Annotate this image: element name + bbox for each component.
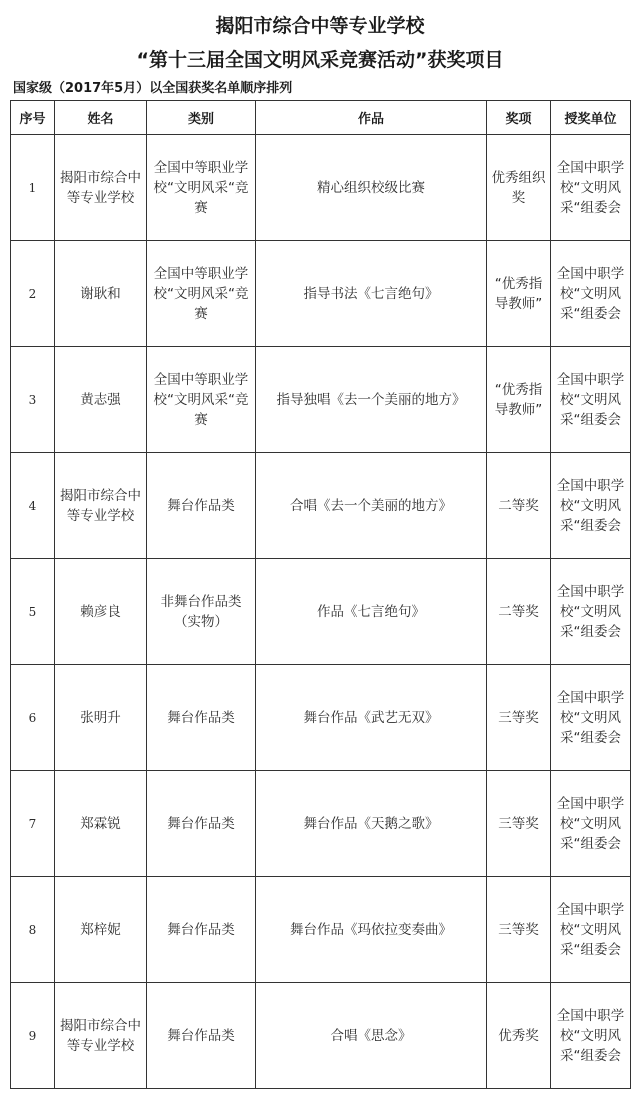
cell-work: 指导独唱《去一个美丽的地方》	[256, 347, 487, 453]
cell-org: 全国中职学校“文明风采“组委会	[551, 877, 631, 983]
cell-no: 5	[11, 559, 55, 665]
cell-name: 赖彦良	[55, 559, 147, 665]
cell-org: 全国中职学校“文明风采“组委会	[551, 453, 631, 559]
cell-no: 4	[11, 453, 55, 559]
cell-category: 全国中等职业学校“文明风采“竞赛	[147, 135, 256, 241]
cell-award: 三等奖	[487, 877, 551, 983]
cell-name: 揭阳市综合中等专业学校	[55, 135, 147, 241]
header-category: 类别	[147, 101, 256, 135]
cell-award: 优秀组织奖	[487, 135, 551, 241]
table-row	[11, 241, 631, 347]
header-work: 作品	[256, 101, 487, 135]
table-row	[11, 347, 631, 453]
cell-org: 全国中职学校“文明风采“组委会	[551, 241, 631, 347]
cell-no: 6	[11, 665, 55, 771]
cell-category: 舞台作品类	[147, 771, 256, 877]
table-row	[11, 877, 631, 983]
cell-category: 舞台作品类	[147, 983, 256, 1089]
cell-work: 舞台作品《玛依拉变奏曲》	[256, 877, 487, 983]
cell-award: 二等奖	[487, 453, 551, 559]
cell-org: 全国中职学校“文明风采“组委会	[551, 983, 631, 1089]
cell-name: 郑霖锐	[55, 771, 147, 877]
cell-no: 7	[11, 771, 55, 877]
cell-work: 精心组织校级比赛	[256, 135, 487, 241]
cell-category: 非舞台作品类（实物）	[147, 559, 256, 665]
cell-award: 三等奖	[487, 771, 551, 877]
cell-category: 全国中等职业学校“文明风采“竞赛	[147, 347, 256, 453]
document-subtitle: 国家级（2017年5月）以全国获奖名单顺序排列	[13, 81, 293, 96]
header-org: 授奖单位	[551, 101, 631, 135]
table-row	[11, 135, 631, 241]
cell-category: 舞台作品类	[147, 453, 256, 559]
cell-name: 揭阳市综合中等专业学校	[55, 453, 147, 559]
table-header-row	[11, 101, 631, 135]
cell-name: 揭阳市综合中等专业学校	[55, 983, 147, 1089]
cell-name: 黄志强	[55, 347, 147, 453]
cell-org: 全国中职学校“文明风采“组委会	[551, 559, 631, 665]
cell-category: 舞台作品类	[147, 877, 256, 983]
cell-work: 合唱《去一个美丽的地方》	[256, 453, 487, 559]
cell-work: 指导书法《七言绝句》	[256, 241, 487, 347]
cell-name: 郑梓妮	[55, 877, 147, 983]
cell-work: 作品《七言绝句》	[256, 559, 487, 665]
cell-org: 全国中职学校“文明风采“组委会	[551, 347, 631, 453]
cell-name: 谢耿和	[55, 241, 147, 347]
table-row	[11, 983, 631, 1089]
cell-no: 8	[11, 877, 55, 983]
table-row	[11, 559, 631, 665]
cell-org: 全国中职学校“文明风采“组委会	[551, 135, 631, 241]
table-row	[11, 665, 631, 771]
cell-name: 张明升	[55, 665, 147, 771]
table-row	[11, 453, 631, 559]
header-no: 序号	[11, 101, 55, 135]
cell-org: 全国中职学校“文明风采“组委会	[551, 665, 631, 771]
cell-award: 优秀奖	[487, 983, 551, 1089]
cell-no: 1	[11, 135, 55, 241]
document-title-line-2: “第十三届全国文明风采竞赛活动”获奖项目	[136, 49, 504, 71]
awards-table	[10, 100, 631, 1089]
cell-work: 舞台作品《天鹅之歌》	[256, 771, 487, 877]
cell-org: 全国中职学校“文明风采“组委会	[551, 771, 631, 877]
cell-no: 2	[11, 241, 55, 347]
cell-award: 三等奖	[487, 665, 551, 771]
table-row	[11, 771, 631, 877]
cell-category: 全国中等职业学校“文明风采“竞赛	[147, 241, 256, 347]
header-name: 姓名	[55, 101, 147, 135]
cell-no: 3	[11, 347, 55, 453]
cell-category: 舞台作品类	[147, 665, 256, 771]
cell-award: 二等奖	[487, 559, 551, 665]
cell-award: “优秀指导教师”	[487, 241, 551, 347]
cell-award: “优秀指导教师”	[487, 347, 551, 453]
cell-no: 9	[11, 983, 55, 1089]
cell-work: 合唱《思念》	[256, 983, 487, 1089]
document-title-line-1: 揭阳市综合中等专业学校	[215, 15, 425, 37]
cell-work: 舞台作品《武艺无双》	[256, 665, 487, 771]
header-award: 奖项	[487, 101, 551, 135]
